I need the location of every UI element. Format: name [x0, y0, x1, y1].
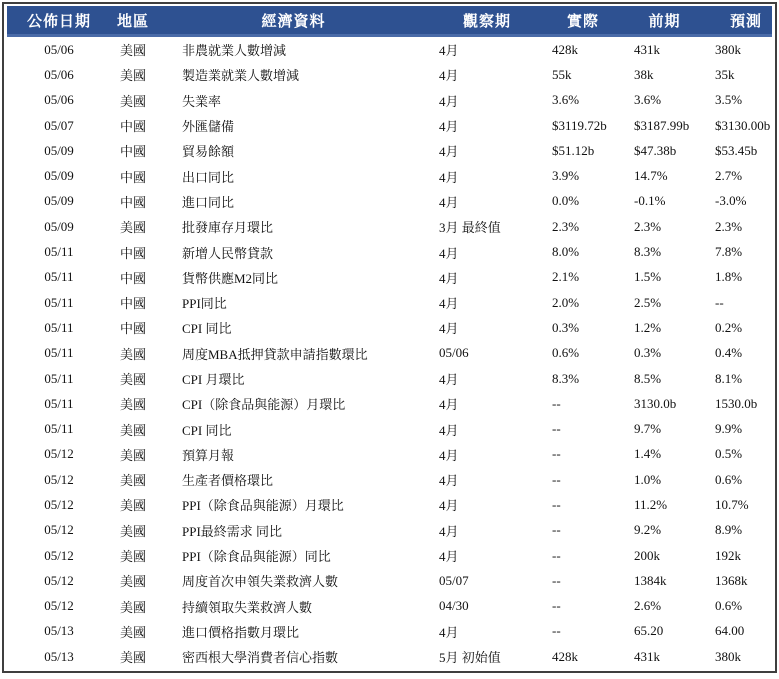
cell-actual: 2.0% — [552, 294, 580, 310]
cell-forecast: $3130.00b — [715, 117, 771, 133]
cell-date: 05/07 — [44, 117, 74, 133]
cell-date: 05/11 — [44, 395, 74, 411]
cell-date: 05/11 — [44, 345, 74, 361]
cell-forecast: 2.3% — [715, 218, 743, 234]
table-row — [7, 62, 772, 87]
cell-date: 05/06 — [44, 41, 74, 57]
column-header-indicator: 經濟資料 — [155, 6, 432, 36]
cell-period: 4月 — [439, 169, 459, 185]
cell-indicator: 貨幣供應M2同比 — [182, 270, 279, 286]
cell-region: 中國 — [119, 245, 146, 261]
cell-region: 中國 — [119, 144, 146, 160]
cell-date: 05/09 — [44, 218, 74, 234]
cell-previous: -0.1% — [634, 193, 666, 209]
cell-region: 美國 — [119, 574, 146, 590]
cell-previous: 38k — [634, 66, 654, 82]
cell-indicator: PPI最終需求 同比 — [182, 523, 283, 539]
cell-region: 美國 — [119, 599, 146, 615]
table-body — [7, 36, 772, 670]
table-row — [7, 467, 772, 492]
cell-previous: 1.0% — [634, 471, 662, 487]
cell-forecast: 8.9% — [715, 522, 743, 538]
cell-indicator: CPI 同比 — [182, 422, 232, 438]
cell-period: 4月 — [439, 473, 459, 489]
cell-region: 中國 — [119, 296, 146, 312]
cell-previous: 11.2% — [634, 496, 668, 512]
cell-previous: 1.5% — [634, 269, 662, 285]
cell-region: 美國 — [119, 68, 146, 84]
cell-actual: -- — [552, 446, 561, 462]
cell-forecast: 2.7% — [715, 168, 743, 184]
cell-region: 美國 — [119, 220, 146, 236]
cell-date: 05/11 — [44, 370, 74, 386]
cell-date: 05/12 — [44, 446, 74, 462]
cell-previous: 3.6% — [634, 92, 662, 108]
cell-region: 美國 — [119, 523, 146, 539]
cell-date: 05/12 — [44, 522, 74, 538]
cell-forecast: 0.4% — [715, 345, 743, 361]
table-row — [7, 290, 772, 315]
cell-previous: 3130.0b — [634, 395, 677, 411]
cell-date: 05/12 — [44, 547, 74, 563]
cell-period: 4月 — [439, 270, 459, 286]
cell-actual: 428k — [552, 41, 578, 57]
cell-actual: 0.0% — [552, 193, 580, 209]
cell-indicator: 製造業就業人數增減 — [182, 68, 300, 84]
cell-previous: 2.5% — [634, 294, 662, 310]
cell-region: 美國 — [119, 93, 146, 109]
cell-previous: 431k — [634, 41, 660, 57]
table-row — [7, 315, 772, 340]
cell-previous: 65.20 — [634, 623, 664, 639]
cell-region: 美國 — [119, 372, 146, 387]
cell-forecast: 7.8% — [715, 244, 743, 260]
data-table — [7, 6, 772, 669]
column-header-period: 觀察期 — [432, 6, 542, 36]
cell-date: 05/11 — [44, 294, 74, 310]
cell-period: 04/30 — [439, 598, 469, 614]
cell-previous: 2.6% — [634, 598, 662, 614]
cell-forecast: 35k — [715, 66, 735, 82]
cell-period: 4月 — [439, 523, 459, 539]
cell-indicator: 預算月報 — [182, 447, 235, 463]
cell-previous: 8.3% — [634, 244, 662, 260]
cell-indicator: 出口同比 — [182, 169, 235, 185]
cell-period: 4月 — [439, 549, 459, 565]
cell-actual: -- — [552, 547, 561, 563]
cell-indicator: 新增人民幣貸款 — [182, 245, 274, 261]
cell-actual: -- — [552, 395, 561, 411]
cell-forecast: 380k — [715, 41, 741, 57]
cell-actual: 2.3% — [552, 218, 580, 234]
cell-period: 4月 — [439, 93, 459, 109]
column-header-actual: 實際 — [542, 6, 624, 36]
cell-forecast: 0.2% — [715, 319, 743, 335]
cell-previous: 200k — [634, 547, 660, 563]
cell-period: 4月 — [439, 144, 459, 160]
cell-indicator: 周度首次申領失業救濟人數 — [182, 574, 339, 590]
cell-date: 05/12 — [44, 496, 74, 512]
table-row — [7, 543, 772, 568]
cell-period: 4月 — [439, 397, 459, 413]
cell-region: 中國 — [119, 270, 146, 286]
cell-region: 美國 — [119, 624, 146, 640]
cell-period: 4月 — [439, 68, 459, 84]
cell-forecast: 1368k — [715, 572, 748, 588]
cell-indicator: PPI（除食品與能源）月環比 — [182, 498, 344, 514]
cell-actual: $51.12b — [552, 142, 595, 158]
cell-forecast: 0.5% — [715, 446, 743, 462]
cell-indicator: 批發庫存月環比 — [182, 220, 274, 236]
cell-date: 05/11 — [44, 244, 74, 260]
table-row — [7, 113, 772, 138]
cell-date: 05/06 — [44, 92, 74, 108]
cell-indicator: 貿易餘額 — [182, 144, 235, 160]
cell-previous: 9.7% — [634, 421, 662, 437]
cell-indicator: CPI 同比 — [182, 321, 232, 337]
cell-date: 05/11 — [44, 421, 74, 437]
cell-region: 美國 — [119, 549, 146, 565]
cell-date: 05/09 — [44, 168, 74, 184]
cell-actual: 0.3% — [552, 319, 580, 335]
table-row — [7, 619, 772, 644]
cell-region: 美國 — [119, 498, 146, 514]
cell-forecast: 0.6% — [715, 471, 743, 487]
cell-period: 4月 — [439, 43, 459, 59]
cell-region: 美國 — [119, 650, 146, 666]
cell-indicator: 生產者價格環比 — [182, 473, 274, 489]
cell-date: 05/09 — [44, 142, 74, 158]
table-row — [7, 366, 772, 391]
header-row — [7, 6, 772, 36]
cell-actual: 3.6% — [552, 92, 580, 108]
cell-forecast: 8.1% — [715, 370, 743, 386]
cell-actual: -- — [552, 421, 561, 437]
cell-period: 4月 — [439, 372, 459, 387]
table-row — [7, 416, 772, 441]
cell-forecast: 10.7% — [715, 496, 749, 512]
column-header-date: 公佈日期 — [7, 6, 111, 36]
cell-period: 05/06 — [439, 345, 469, 361]
cell-region: 中國 — [119, 194, 146, 210]
cell-actual: 8.0% — [552, 244, 580, 260]
cell-period: 4月 — [439, 498, 459, 514]
table-row — [7, 214, 772, 239]
table-header — [7, 6, 772, 36]
cell-indicator: 外匯儲備 — [182, 119, 235, 135]
cell-region: 中國 — [119, 321, 146, 337]
cell-region: 美國 — [119, 346, 146, 362]
cell-period: 4月 — [439, 119, 459, 135]
table-row — [7, 594, 772, 619]
cell-previous: 431k — [634, 648, 660, 664]
cell-forecast: 1530.0b — [715, 395, 758, 411]
table-row — [7, 568, 772, 593]
cell-indicator: 持續領取失業救濟人數 — [182, 599, 313, 615]
cell-date: 05/12 — [44, 598, 74, 614]
cell-actual: -- — [552, 598, 561, 614]
cell-forecast: 192k — [715, 547, 741, 563]
table-row — [7, 644, 772, 669]
cell-date: 05/09 — [44, 193, 74, 209]
cell-indicator: 非農就業人數增減 — [182, 43, 287, 59]
cell-date: 05/12 — [44, 471, 74, 487]
cell-previous: 9.2% — [634, 522, 662, 538]
table-row — [7, 189, 772, 214]
cell-region: 美國 — [119, 473, 146, 489]
cell-actual: -- — [552, 471, 561, 487]
cell-period: 4月 — [439, 447, 459, 463]
cell-forecast: 0.6% — [715, 598, 743, 614]
cell-actual: 2.1% — [552, 269, 580, 285]
cell-forecast: -3.0% — [715, 193, 747, 209]
cell-region: 美國 — [119, 447, 146, 463]
cell-period: 4月 — [439, 321, 459, 337]
cell-forecast: 1.8% — [715, 269, 743, 285]
cell-forecast: -- — [715, 294, 724, 310]
column-header-previous: 前期 — [624, 6, 705, 36]
cell-previous: 1.4% — [634, 446, 662, 462]
cell-indicator: 失業率 — [182, 93, 222, 109]
table-row — [7, 492, 772, 517]
table-row — [7, 239, 772, 264]
cell-previous: 1384k — [634, 572, 667, 588]
cell-period: 5月 初始值 — [439, 650, 501, 666]
cell-indicator: 進口同比 — [182, 194, 235, 210]
cell-date: 05/11 — [44, 269, 74, 285]
table-row — [7, 36, 772, 63]
cell-actual: 55k — [552, 66, 572, 82]
cell-region: 美國 — [119, 422, 146, 438]
cell-forecast: 64.00 — [715, 623, 745, 639]
cell-date: 05/11 — [44, 319, 74, 335]
cell-region: 中國 — [119, 119, 146, 135]
cell-indicator: 密西根大學消費者信心指數 — [182, 650, 339, 666]
table-row — [7, 442, 772, 467]
cell-previous: 1.2% — [634, 319, 662, 335]
cell-indicator: CPI（除食品與能源）月環比 — [182, 397, 346, 413]
economic-calendar-table — [2, 2, 777, 673]
cell-indicator: 周度MBA抵押貸款申請指數環比 — [182, 346, 368, 362]
column-header-forecast: 預測 — [705, 6, 772, 36]
cell-actual: 3.9% — [552, 168, 580, 184]
table-row — [7, 88, 772, 113]
cell-region: 美國 — [119, 397, 146, 413]
cell-period: 4月 — [439, 624, 459, 640]
cell-previous: 2.3% — [634, 218, 662, 234]
cell-period: 4月 — [439, 296, 459, 312]
cell-forecast: 3.5% — [715, 92, 743, 108]
cell-actual: 428k — [552, 648, 578, 664]
cell-previous: 14.7% — [634, 168, 668, 184]
cell-actual: -- — [552, 522, 561, 538]
cell-period: 4月 — [439, 194, 459, 210]
cell-actual: 8.3% — [552, 370, 580, 386]
cell-actual: -- — [552, 496, 561, 512]
cell-date: 05/06 — [44, 66, 74, 82]
table-row — [7, 265, 772, 290]
cell-period: 05/07 — [439, 572, 469, 588]
cell-previous: $3187.99b — [634, 117, 690, 133]
cell-indicator: CPI 月環比 — [182, 372, 245, 387]
cell-indicator: PPI同比 — [182, 296, 227, 312]
cell-period: 4月 — [439, 422, 459, 438]
table-row — [7, 341, 772, 366]
table-row — [7, 391, 772, 416]
cell-region: 中國 — [119, 169, 146, 185]
cell-forecast: 380k — [715, 648, 741, 664]
cell-date: 05/13 — [44, 623, 74, 639]
cell-period: 4月 — [439, 245, 459, 261]
cell-actual: $3119.72b — [552, 117, 607, 133]
cell-actual: -- — [552, 623, 561, 639]
cell-previous: 0.3% — [634, 345, 662, 361]
cell-period: 3月 最終值 — [439, 220, 501, 236]
cell-indicator: 進口價格指數月環比 — [182, 624, 300, 640]
cell-indicator: PPI（除食品與能源）同比 — [182, 549, 331, 565]
table-row — [7, 138, 772, 163]
cell-forecast: 9.9% — [715, 421, 743, 437]
cell-previous: $47.38b — [634, 142, 677, 158]
cell-date: 05/12 — [44, 572, 74, 588]
cell-previous: 8.5% — [634, 370, 662, 386]
table-row — [7, 163, 772, 188]
table-row — [7, 518, 772, 543]
column-header-region: 地區 — [111, 6, 155, 36]
cell-forecast: $53.45b — [715, 142, 758, 158]
cell-actual: 0.6% — [552, 345, 580, 361]
cell-date: 05/13 — [44, 648, 74, 664]
cell-region: 美國 — [119, 43, 146, 59]
cell-actual: -- — [552, 572, 561, 588]
